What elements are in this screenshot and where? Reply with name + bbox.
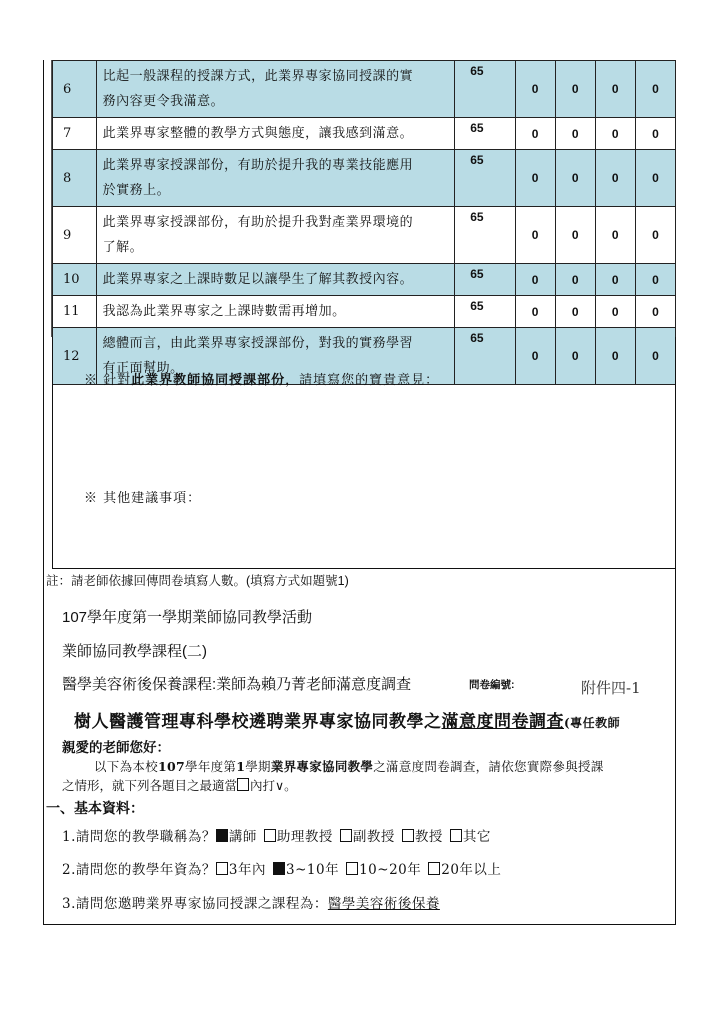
table-row: [53, 118, 676, 150]
checkbox[interactable]: [450, 829, 462, 842]
item-number: 9: [53, 207, 97, 264]
option-label: 講師: [228, 829, 257, 845]
checkbox-sample: [237, 778, 249, 791]
checkbox[interactable]: [428, 862, 440, 875]
count-cell: 0: [635, 328, 675, 385]
option[interactable]: [428, 862, 501, 878]
count-cell: 0: [555, 118, 595, 150]
count-cell: 0: [595, 61, 635, 118]
checkbox[interactable]: [273, 862, 285, 875]
question-line-2: 有正面幫助。: [102, 361, 184, 376]
footnote: 註：請老師依據回傳問卷填寫人數。(填寫方式如題號1): [46, 574, 349, 588]
count-cell: 0: [515, 328, 555, 385]
question-2-options: [216, 862, 509, 878]
count-cell: 65: [455, 264, 515, 296]
option[interactable]: [264, 829, 333, 845]
count-cell: 0: [515, 296, 555, 328]
item-number: 10: [53, 264, 97, 296]
option[interactable]: [346, 862, 421, 878]
question-line-1: 總體而言，由此業界專家授課部份，對我的實務學習: [102, 336, 414, 351]
option-label: 教授: [414, 829, 443, 845]
count-cell: 0: [595, 264, 635, 296]
count-cell: 0: [555, 150, 595, 207]
option-label: 20年以上: [441, 862, 502, 878]
count-cell: 0: [515, 207, 555, 264]
option[interactable]: [340, 829, 395, 845]
count-cell: 65: [455, 296, 515, 328]
count-cell: 0: [515, 264, 555, 296]
count-cell: 0: [635, 296, 675, 328]
intro-bold: 業界專家協同教學: [270, 759, 374, 774]
activity-title: 107學年度第一學期業師協同教學活動: [62, 609, 313, 626]
count-cell: 0: [515, 61, 555, 118]
comment-suffix: ，請填寫您的寶貴意見：: [285, 373, 440, 388]
intro-text-a: 以下為本校: [94, 759, 159, 774]
main-title-suffix: (專任教師: [564, 716, 621, 730]
intro-text-2a: 之情形，就下列各題目之最適當: [62, 778, 238, 793]
question-3-answer: 醫學美容術後保養: [327, 896, 440, 912]
table-row: [53, 207, 676, 264]
checkbox[interactable]: [264, 829, 276, 842]
comment-prompt-1: [84, 369, 439, 388]
option[interactable]: [402, 829, 443, 845]
question-1-label: 1.請問您的教學職稱為？: [62, 829, 216, 845]
item-number: 11: [53, 296, 97, 328]
main-title-part-1: 樹人醫護管理專科學校遴聘業界專家協同教學之: [74, 712, 442, 732]
intro-line-1: [94, 757, 604, 775]
checkbox[interactable]: [216, 862, 228, 875]
question-line-1: 此業界專家整體的教學方式與態度，讓我感到滿意。: [102, 126, 414, 141]
table-row: [53, 264, 676, 296]
checkbox[interactable]: [340, 829, 352, 842]
intro-text-e: 學期: [245, 759, 271, 774]
intro-line-2: [62, 776, 297, 794]
count-cell: 65: [455, 150, 515, 207]
section-basic-info: 一、基本資料：: [46, 801, 144, 817]
table-row: [53, 61, 676, 118]
count-cell: 0: [555, 328, 595, 385]
option-label: 10~20年: [359, 862, 422, 878]
item-number: 7: [53, 118, 97, 150]
item-question: [96, 264, 455, 296]
item-question: [96, 150, 455, 207]
course-line: 業師協同教學課程(二): [62, 643, 207, 660]
question-line-1: 此業界專家授課部份，有助於提升我的專業技能應用: [102, 158, 414, 173]
main-title-underlined: 滿意度問卷調查: [441, 712, 564, 732]
main-title: [74, 707, 620, 732]
question-line-2: 了解。: [102, 240, 144, 255]
comment-bold: 此業界教師協同授課部份: [131, 373, 286, 388]
option-label: 3年內: [228, 862, 266, 878]
option[interactable]: [273, 862, 339, 878]
item-question: [96, 207, 455, 264]
count-cell: 0: [555, 296, 595, 328]
course-detail: 醫學美容術後保養課程:業師為賴乃菁老師滿意度調查: [62, 676, 412, 693]
count-cell: 0: [515, 150, 555, 207]
item-number: 12: [53, 328, 97, 385]
question-line-2: 於實務上。: [102, 183, 171, 198]
question-1-options: [216, 829, 498, 845]
intro-text-c: 學年度第: [185, 759, 237, 774]
survey-number-label: 問卷編號:: [469, 679, 515, 691]
count-cell: 0: [635, 264, 675, 296]
item-number: 6: [53, 61, 97, 118]
question-3-label: 3.請問您邀聘業界專家協同授課之課程為：: [62, 896, 328, 912]
count-cell: 0: [635, 118, 675, 150]
count-cell: 0: [515, 118, 555, 150]
checkbox[interactable]: [216, 829, 228, 842]
comment-prefix: ※ 針對: [84, 373, 132, 388]
table-row: [53, 296, 676, 328]
question-2-label: 2.請問您的教學年資為？: [62, 862, 216, 878]
question-2: [62, 858, 508, 878]
count-cell: 65: [455, 207, 515, 264]
option-label: 其它: [462, 829, 491, 845]
count-cell: 0: [555, 264, 595, 296]
table-row: [53, 150, 676, 207]
question-line-1: 此業界專家之上課時數足以讓學生了解其教授內容。: [102, 272, 414, 287]
count-cell: 0: [635, 207, 675, 264]
count-cell: 65: [455, 118, 515, 150]
intro-text-2b: 內打∨。: [250, 778, 297, 793]
question-line-2: 務內容更令我滿意。: [102, 94, 225, 109]
count-cell: 0: [595, 328, 635, 385]
count-cell: 0: [635, 61, 675, 118]
comment-prompt-2: ※ 其他建議事項：: [84, 491, 202, 506]
question-line-1: 此業界專家授課部份，有助於提升我對產業界環境的: [102, 215, 414, 230]
count-cell: 0: [635, 150, 675, 207]
checkbox[interactable]: [402, 829, 414, 842]
count-cell: 0: [555, 61, 595, 118]
count-cell: 0: [595, 150, 635, 207]
intro-year: 107: [158, 759, 186, 774]
attachment-label: 附件四-1: [581, 679, 641, 697]
count-cell: 0: [595, 207, 635, 264]
item-number: 8: [53, 150, 97, 207]
checkbox[interactable]: [346, 862, 358, 875]
item-question: [96, 61, 455, 118]
item-question: [96, 118, 455, 150]
intro-term: 1: [236, 759, 246, 774]
greeting: 親愛的老師您好：: [62, 740, 170, 756]
option-label: 3~10年: [285, 862, 340, 878]
item-question: [96, 296, 455, 328]
count-cell: 0: [555, 207, 595, 264]
question-1: [62, 825, 498, 845]
option-label: 助理教授: [276, 829, 333, 845]
count-cell: 0: [595, 296, 635, 328]
intro-text-g: 之滿意度問卷調查，請依您實際參與授課: [373, 759, 604, 774]
count-cell: 65: [455, 61, 515, 118]
question-3: [62, 892, 440, 912]
count-cell: 65: [455, 328, 515, 385]
question-line-1: 比起一般課程的授課方式，此業界專家協同授課的實: [102, 69, 414, 84]
option[interactable]: [216, 862, 266, 878]
question-line-1: 我認為此業界專家之上課時數需再增加。: [102, 304, 346, 319]
option-label: 副教授: [352, 829, 395, 845]
count-cell: 0: [595, 118, 635, 150]
option[interactable]: [216, 829, 257, 845]
option[interactable]: [450, 829, 491, 845]
